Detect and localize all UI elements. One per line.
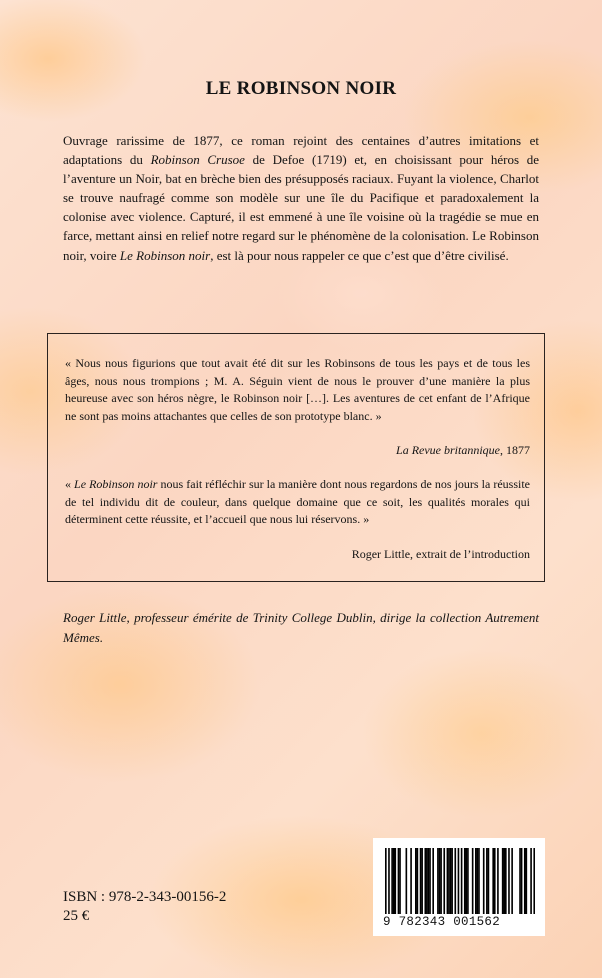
barcode-bar (466, 848, 468, 914)
press-quote-little-source: Roger Little, extrait de l’introduction (351, 547, 530, 561)
barcode-bar (391, 848, 393, 914)
barcode-bar (464, 848, 466, 914)
barcode-bar (461, 848, 463, 914)
barcode-bar (426, 848, 428, 914)
barcode-bar (415, 848, 417, 914)
barcode-bar (385, 848, 387, 914)
barcode-digits: 9 782343 001562 (383, 915, 501, 929)
barcode-bar (393, 848, 395, 914)
barcode-bar (467, 848, 469, 914)
press-quotes-box (47, 333, 545, 582)
barcode-bar (406, 848, 408, 914)
barcode-bar (437, 848, 439, 914)
barcode-bar (486, 848, 488, 914)
barcode-bar (505, 848, 507, 914)
isbn-price-block (63, 888, 226, 926)
synopsis (63, 131, 539, 265)
barcode-bar (475, 848, 477, 914)
barcode-bar (508, 848, 510, 914)
barcode-bar (439, 848, 441, 914)
bio-text-1: Roger Little, professeur émérite de Trinity College Dublin, dirige la collection (63, 610, 486, 625)
barcode-bar (451, 848, 453, 914)
barcode-bar (421, 848, 423, 914)
work-title-robinson-crusoe: Robinson Crusoe (150, 152, 245, 168)
quote-open-mark: « (65, 477, 75, 491)
barcode-bar (420, 848, 422, 914)
barcode-bar (511, 848, 513, 914)
quote-little-text: nous fait réfléchir sur la manière dont nous regardons de nos jours la réussite de tel individu dit de couleur, dans quelque domaine que ce soit, les qualités morales qui déterminent cette réussite, et l’accueil que nous lui réservons. » (65, 477, 530, 527)
barcode-bar (497, 848, 499, 914)
source-year: , 1877 (500, 443, 530, 457)
barcode-bar (432, 848, 434, 914)
barcode-bar (450, 848, 452, 914)
barcode-bar (448, 848, 450, 914)
barcode-bar (530, 848, 532, 914)
barcode-bar (478, 848, 480, 914)
barcode-bar (472, 848, 474, 914)
barcode-bar (454, 848, 456, 914)
barcode-bar (443, 848, 445, 914)
source-revue-britannique: La Revue britannique (396, 443, 500, 457)
isbn: ISBN : 978-2-343-00156-2 (63, 889, 227, 905)
barcode-bar (477, 848, 479, 914)
barcode-bars-icon (385, 848, 535, 914)
barcode-bar (428, 848, 430, 914)
collection-name: Autrement Mêmes (63, 610, 539, 645)
synopsis-text-1: Ouvrage rarissime de 1877, ce roman rejoint des centaines d’autres imitations et adaptations du (63, 133, 539, 168)
barcode-bar (521, 848, 523, 914)
barcode-bar (440, 848, 442, 914)
barcode-bar (483, 848, 485, 914)
quote-work-title: Le Robinson noir (74, 477, 158, 491)
synopsis-text-2: de Defoe (1719) et, en choisissant pour héros de l’aventure un Noir, bat en brèche bien des présupposés raciaux. Fuyant la violence, Charlot se trouve naufragé comme son modèle sur une île du Pacifique et paradoxalement la colonise avec violence. Capturé, il est emmené à une île voisine où la tragédie se mue en farce, mettant ainsi en relief notre regard sur le phénomène de la colonisation. Le Robinson noir, voire (63, 152, 539, 263)
synopsis-text-3: , est là pour nous rappeler ce que c’est que d’être civilisé. (210, 247, 509, 263)
barcode-bar (494, 848, 496, 914)
barcode-bar (388, 848, 390, 914)
barcode-bar (533, 848, 535, 914)
author-bio (63, 608, 539, 648)
barcode-bar (524, 848, 526, 914)
bio-text-2: . (99, 630, 104, 645)
press-quote-revue: « Nous nous figurions que tout avait été dit sur les Robinsons de tous les pays et de tous les âges, nous nous trompions ; M. A. Séguin vient de nous le prouver d’une manière la plus heureuse avec son héros nègre, le Robinson noir […]. Les aventures de cet enfant de l’Afrique ne sont pas moins attachantes que celles de son prototype blanc. » (65, 356, 530, 423)
barcode-bar (488, 848, 490, 914)
press-quote-little (65, 476, 530, 529)
barcode-bar (429, 848, 431, 914)
barcode-bar (502, 848, 504, 914)
barcode (373, 838, 545, 936)
barcode-bar (519, 848, 521, 914)
barcode-bar (410, 848, 412, 914)
barcode-bar (399, 848, 401, 914)
work-title-robinson-noir: Le Robinson noir (119, 247, 211, 263)
barcode-bar (398, 848, 400, 914)
price: 25 € (63, 908, 90, 924)
barcode-bar (492, 848, 494, 914)
barcode-bar (417, 848, 419, 914)
book-title: LE ROBINSON NOIR (205, 78, 397, 99)
press-quote-revue-source (396, 443, 530, 458)
barcode-bar (503, 848, 505, 914)
barcode-bar (394, 848, 396, 914)
barcode-bar (526, 848, 528, 914)
barcode-bar (447, 848, 449, 914)
barcode-bar (424, 848, 426, 914)
barcode-bar (458, 848, 460, 914)
